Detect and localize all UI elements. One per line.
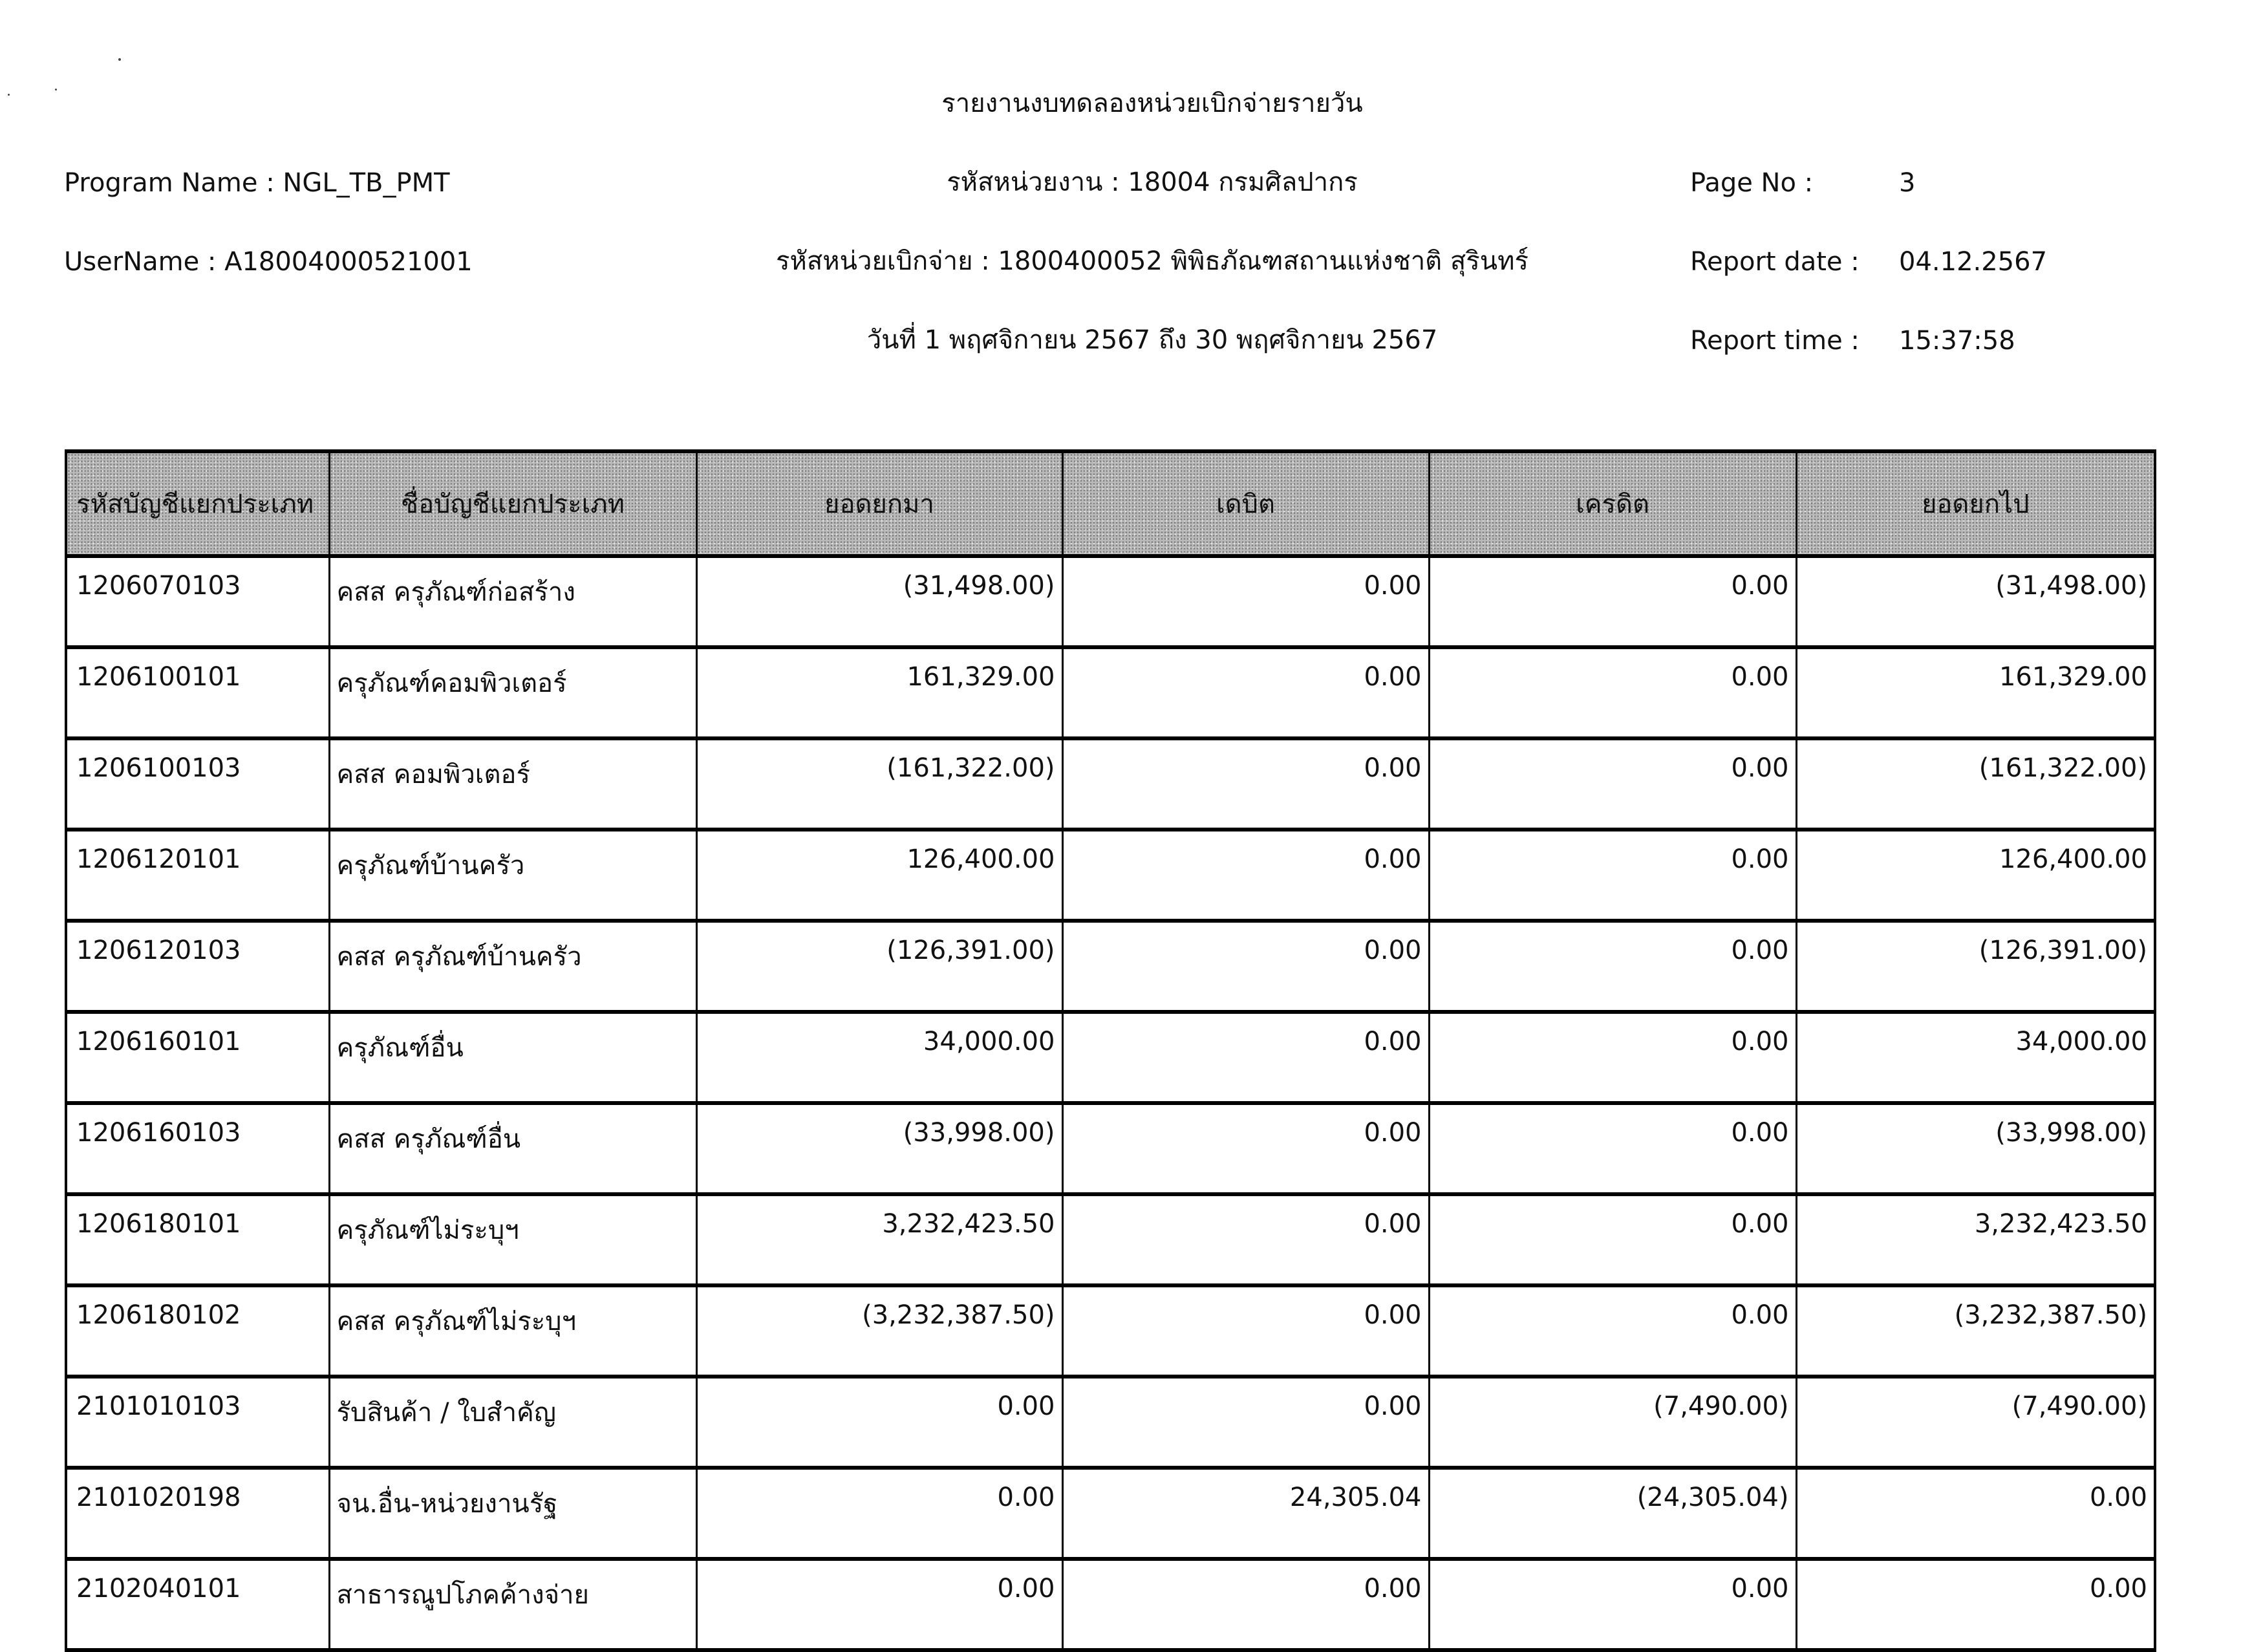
cell-debit: 0.00	[1062, 830, 1429, 921]
cell-credit: 0.00	[1429, 738, 1796, 830]
cell-credit: 0.00	[1429, 830, 1796, 921]
cell-account-name: สาธารณูปโภคค้างจ่าย	[329, 1559, 696, 1650]
program-name: Program Name : NGL_TB_PMT	[64, 168, 450, 198]
table-row	[66, 1468, 2155, 1559]
cell-account-code: 1206180101	[66, 1194, 329, 1285]
cell-opening-balance: 126,400.00	[696, 830, 1062, 921]
report-time-label: Report time :	[1690, 326, 1860, 356]
cell-credit: 0.00	[1429, 1559, 1796, 1650]
cell-account-code: 1206160101	[66, 1012, 329, 1103]
cell-debit: 0.00	[1062, 556, 1429, 647]
cell-account-name: คสส ครุภัณฑ์อื่น	[329, 1103, 696, 1194]
cell-debit: 0.00	[1062, 738, 1429, 830]
report-date-label: Report date :	[1690, 247, 1860, 277]
table-row	[66, 1012, 2155, 1103]
cell-opening-balance: 0.00	[696, 1377, 1062, 1468]
cell-credit: 0.00	[1429, 556, 1796, 647]
cell-closing-balance: (7,490.00)	[1796, 1377, 2155, 1468]
cell-closing-balance: (126,391.00)	[1796, 921, 2155, 1012]
table-row	[66, 1285, 2155, 1377]
cell-opening-balance: 0.00	[696, 1468, 1062, 1559]
table-row	[66, 1559, 2155, 1650]
table-row	[66, 647, 2155, 738]
cell-closing-balance: 126,400.00	[1796, 830, 2155, 921]
cell-closing-balance: 34,000.00	[1796, 1012, 2155, 1103]
cell-debit: 24,305.04	[1062, 1468, 1429, 1559]
page-no-value: 3	[1899, 168, 1916, 198]
cell-debit: 0.00	[1062, 1377, 1429, 1468]
col-header-account-name: ชื่อบัญชีแยกประเภท	[329, 451, 696, 556]
cell-closing-balance: (33,998.00)	[1796, 1103, 2155, 1194]
cell-opening-balance: 34,000.00	[696, 1012, 1062, 1103]
cell-credit: (7,490.00)	[1429, 1377, 1796, 1468]
cell-account-name: ครุภัณฑ์ไม่ระบุฯ	[329, 1194, 696, 1285]
cell-closing-balance: 3,232,423.50	[1796, 1194, 2155, 1285]
trial-balance-table	[65, 449, 2156, 1652]
cell-account-name: ครุภัณฑ์คอมพิวเตอร์	[329, 647, 696, 738]
cell-account-name: คสส ครุภัณฑ์ก่อสร้าง	[329, 556, 696, 647]
cell-closing-balance: 161,329.00	[1796, 647, 2155, 738]
cell-debit: 0.00	[1062, 921, 1429, 1012]
col-header-debit: เดบิต	[1062, 451, 1429, 556]
cell-credit: 0.00	[1429, 1285, 1796, 1377]
page-no-label: Page No :	[1690, 168, 1814, 198]
col-header-account-code: รหัสบัญชีแยกประเภท	[66, 451, 329, 556]
cell-opening-balance: (126,391.00)	[696, 921, 1062, 1012]
cell-credit: (24,305.04)	[1429, 1468, 1796, 1559]
scan-speck	[8, 94, 10, 96]
table-row	[66, 556, 2155, 647]
cell-opening-balance: (33,998.00)	[696, 1103, 1062, 1194]
cell-debit: 0.00	[1062, 1012, 1429, 1103]
table-row	[66, 1194, 2155, 1285]
cell-account-code: 2102040101	[66, 1559, 329, 1650]
cell-account-code: 1206180102	[66, 1285, 329, 1377]
cell-account-name: ครุภัณฑ์บ้านครัว	[329, 830, 696, 921]
col-header-closing-balance: ยอดยกไป	[1796, 451, 2155, 556]
cell-account-name: คสส ครุภัณฑ์ไม่ระบุฯ	[329, 1285, 696, 1377]
cell-account-code: 1206100103	[66, 738, 329, 830]
table-row	[66, 1377, 2155, 1468]
scan-speck	[118, 58, 121, 61]
table-row	[66, 1103, 2155, 1194]
scan-speck	[55, 89, 57, 91]
period-line: วันที่ 1 พฤศจิกายน 2567 ถึง 30 พฤศจิกายน 2567	[866, 325, 1438, 355]
cell-account-name: ครุภัณฑ์อื่น	[329, 1012, 696, 1103]
cell-debit: 0.00	[1062, 1103, 1429, 1194]
report-date-value: 04.12.2567	[1899, 247, 2048, 277]
agency-line: รหัสหน่วยงาน : 18004 กรมศิลปากร	[947, 167, 1358, 197]
table-row	[66, 830, 2155, 921]
cell-account-name: คสส คอมพิวเตอร์	[329, 738, 696, 830]
cell-closing-balance: (161,322.00)	[1796, 738, 2155, 830]
cell-closing-balance: (31,498.00)	[1796, 556, 2155, 647]
table-row	[66, 738, 2155, 830]
cell-credit: 0.00	[1429, 1194, 1796, 1285]
cell-account-name: คสส ครุภัณฑ์บ้านครัว	[329, 921, 696, 1012]
cell-credit: 0.00	[1429, 1012, 1796, 1103]
cell-debit: 0.00	[1062, 1194, 1429, 1285]
cell-account-code: 1206160103	[66, 1103, 329, 1194]
cell-opening-balance: (3,232,387.50)	[696, 1285, 1062, 1377]
disbursement-unit-line: รหัสหน่วยเบิกจ่าย : 1800400052 พิพิธภัณฑสถานแห่งชาติ สุรินทร์	[776, 246, 1528, 276]
username: UserName : A18004000521001	[64, 247, 473, 277]
cell-opening-balance: 3,232,423.50	[696, 1194, 1062, 1285]
cell-closing-balance: 0.00	[1796, 1559, 2155, 1650]
cell-credit: 0.00	[1429, 1103, 1796, 1194]
cell-debit: 0.00	[1062, 1285, 1429, 1377]
cell-account-code: 2101010103	[66, 1377, 329, 1468]
cell-opening-balance: 161,329.00	[696, 647, 1062, 738]
cell-account-code: 2101020198	[66, 1468, 329, 1559]
cell-debit: 0.00	[1062, 1559, 1429, 1650]
cell-account-name: รับสินค้า / ใบสำคัญ	[329, 1377, 696, 1468]
report-title: รายงานงบทดลองหน่วยเบิกจ่ายรายวัน	[941, 89, 1363, 118]
table-header-row	[66, 451, 2155, 556]
cell-account-name: จน.อื่น-หน่วยงานรัฐ	[329, 1468, 696, 1559]
cell-credit: 0.00	[1429, 647, 1796, 738]
cell-account-code: 1206120103	[66, 921, 329, 1012]
col-header-opening-balance: ยอดยกมา	[696, 451, 1062, 556]
cell-closing-balance: (3,232,387.50)	[1796, 1285, 2155, 1377]
cell-closing-balance: 0.00	[1796, 1468, 2155, 1559]
cell-opening-balance: (161,322.00)	[696, 738, 1062, 830]
cell-account-code: 1206120101	[66, 830, 329, 921]
cell-opening-balance: 0.00	[696, 1559, 1062, 1650]
cell-debit: 0.00	[1062, 647, 1429, 738]
cell-account-code: 1206070103	[66, 556, 329, 647]
table-row	[66, 921, 2155, 1012]
cell-account-code: 1206100101	[66, 647, 329, 738]
report-time-value: 15:37:58	[1899, 326, 2015, 356]
col-header-credit: เครดิต	[1429, 451, 1796, 556]
cell-credit: 0.00	[1429, 921, 1796, 1012]
cell-opening-balance: (31,498.00)	[696, 556, 1062, 647]
